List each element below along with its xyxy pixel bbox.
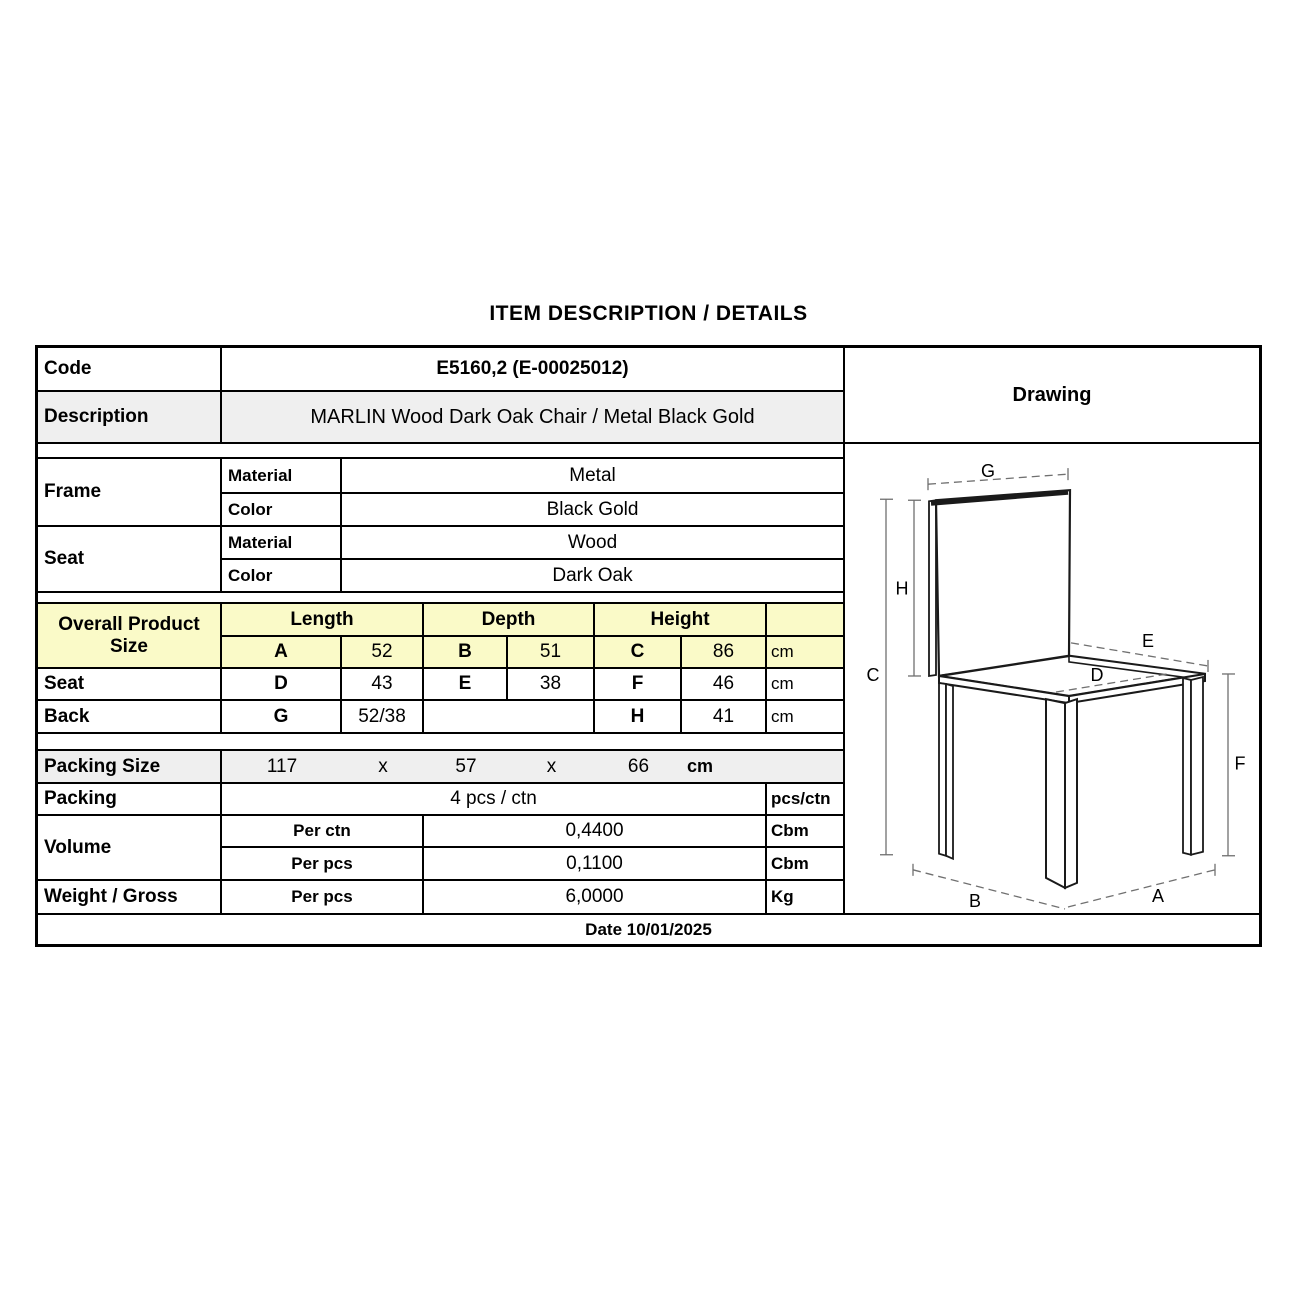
packing-size-label: Packing Size xyxy=(38,751,222,784)
dim-value-b: 51 xyxy=(508,637,595,669)
frame-color-value: Black Gold xyxy=(342,494,843,527)
unit-cm: cm xyxy=(767,669,843,701)
spec-table xyxy=(35,345,1262,947)
spacer-row xyxy=(38,593,843,604)
dim-value-h: 41 xyxy=(682,701,767,734)
code-label: Code xyxy=(38,348,222,392)
weight-per-pcs-value: 6,0000 xyxy=(424,881,767,913)
seat-size-label: Seat xyxy=(38,669,222,701)
chair-sketch xyxy=(929,490,1205,888)
weight-per-pcs-label: Per pcs xyxy=(222,881,424,913)
volume-label: Volume xyxy=(38,816,222,881)
dim-key-g: G xyxy=(222,701,342,734)
packing-size-value xyxy=(222,751,843,784)
dim-line-a xyxy=(1068,870,1215,907)
chair-leg-left xyxy=(939,683,946,856)
frame-color-label: Color xyxy=(222,494,342,527)
dim-line-b xyxy=(913,870,1065,909)
col-header-height: Height xyxy=(595,604,767,637)
dim-line-g xyxy=(928,474,1068,484)
back-size-empty-cell xyxy=(424,701,595,734)
chair-leg-front xyxy=(1046,699,1065,888)
packing-size-length: 117 xyxy=(266,755,298,777)
description-value: MARLIN Wood Dark Oak Chair / Metal Black Gold xyxy=(222,392,843,444)
date-row: Date 10/01/2025 xyxy=(38,913,1259,944)
dim-value-a: 52 xyxy=(342,637,424,669)
dim-key-b: B xyxy=(424,637,508,669)
dim-label-g: G xyxy=(981,461,995,482)
packing-size-x: x xyxy=(378,755,388,777)
packing-unit: pcs/ctn xyxy=(767,784,843,816)
back-size-label: Back xyxy=(38,701,222,734)
dim-label-a: A xyxy=(1151,885,1165,906)
seat-material-value: Wood xyxy=(342,527,843,560)
weight-per-pcs-unit: Kg xyxy=(771,887,794,906)
frame-material-value: Metal xyxy=(342,459,843,494)
dim-label-d: D xyxy=(1090,664,1104,686)
chair-leg-right xyxy=(1183,678,1191,855)
dim-key-f: F xyxy=(595,669,682,701)
dim-key-a: A xyxy=(222,637,342,669)
unit-cm: cm xyxy=(767,701,843,734)
dim-label-h: H xyxy=(895,578,909,599)
col-header-length: Length xyxy=(222,604,424,637)
dim-key-h: H xyxy=(595,701,682,734)
weight-label: Weight / Gross xyxy=(38,881,222,913)
volume-per-pcs-value: 0,1100 xyxy=(424,848,767,881)
dim-label-c: C xyxy=(866,664,880,686)
dim-value-f: 46 xyxy=(682,669,767,701)
col-header-depth: Depth xyxy=(424,604,595,637)
frame-material-label: Material xyxy=(222,459,342,494)
description-label: Description xyxy=(38,392,222,444)
chair-leg-left-face xyxy=(946,684,953,859)
col-header-unit-empty xyxy=(767,604,843,637)
volume-per-ctn-unit: Cbm xyxy=(767,816,843,848)
chair-leg-right-face xyxy=(1191,677,1203,855)
volume-per-pcs-label: Per pcs xyxy=(222,848,424,881)
chair-backrest xyxy=(936,490,1070,676)
drawing-header: Drawing xyxy=(845,348,1259,444)
volume-per-pcs-unit: Cbm xyxy=(767,848,843,881)
drawing-panel xyxy=(843,348,1259,913)
dim-key-c: C xyxy=(595,637,682,669)
unit-cm: cm xyxy=(767,637,843,669)
spec-table-body xyxy=(38,348,1259,913)
code-value: E5160,2 (E-00025012) xyxy=(222,348,843,392)
packing-size-depth: 57 xyxy=(455,755,477,777)
dim-value-g: 52/38 xyxy=(342,701,424,734)
spacer-row xyxy=(38,734,843,751)
packing-value: 4 pcs / ctn xyxy=(222,784,767,816)
packing-size-height: 66 xyxy=(627,755,650,777)
chair-leg-front-face xyxy=(1065,699,1077,888)
seat-material-label: Material xyxy=(222,527,342,560)
drawing-area xyxy=(845,444,1259,913)
chair-backrest-side xyxy=(929,500,936,676)
seat-color-value: Dark Oak xyxy=(342,560,843,593)
volume-per-ctn-label: Per ctn xyxy=(222,816,424,848)
dim-key-d: D xyxy=(222,669,342,701)
frame-label: Frame xyxy=(38,459,222,527)
dim-value-d: 43 xyxy=(342,669,424,701)
dim-value-c: 86 xyxy=(682,637,767,669)
chair-drawing xyxy=(845,444,1259,913)
seat-color-label: Color xyxy=(222,560,342,593)
volume-per-ctn-value: 0,4400 xyxy=(424,816,767,848)
packing-size-x: x xyxy=(546,755,557,777)
dim-key-e: E xyxy=(424,669,508,701)
spec-left-section xyxy=(38,348,843,913)
dim-label-f: F xyxy=(1234,753,1246,774)
seat-label: Seat xyxy=(38,527,222,593)
dim-label-e: E xyxy=(1141,630,1155,651)
overall-size-label: Overall Product Size xyxy=(38,604,222,669)
spacer-row xyxy=(38,444,843,459)
packing-size-unit: cm xyxy=(687,756,714,776)
packing-label: Packing xyxy=(38,784,222,816)
dim-label-b: B xyxy=(968,890,982,911)
dim-value-e: 38 xyxy=(508,669,595,701)
page-title: ITEM DESCRIPTION / DETAILS xyxy=(489,302,808,325)
